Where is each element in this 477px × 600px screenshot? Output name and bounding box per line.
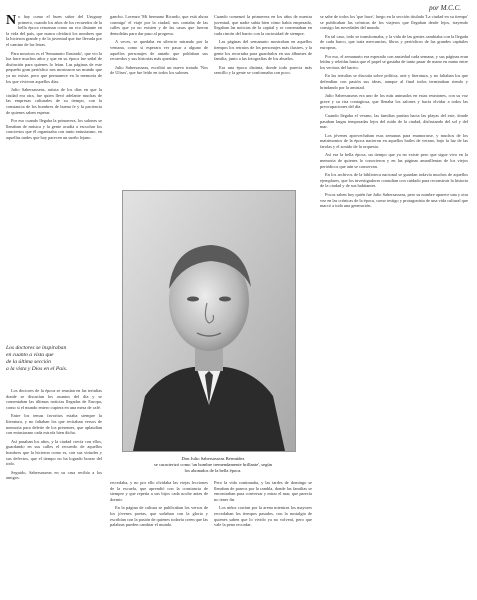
paragraph: En las tertulias se discutía sobre política, arte y literatura, y no faltaban los que defendían con pasión sus ideas, aunque al final todos terminaban riendo y brindando por la amistad. [320,73,468,90]
portrait-photo [122,190,296,452]
paragraph: Cuando llegaba el verano, las familias partían hacia las playas del este, donde pasaban largas temporadas lejos del ruido de la ciudad, disfrutando del sol y del mar. [320,112,468,130]
article-column-2-lower [110,480,208,592]
paragraph: En la página de cultura se publicaban los versos de los jóvenes poetas, que soñaban con la gloria y escribían con la pasión de quienes todavía creen que las palabras pueden cambiar el mundo. [110,505,208,528]
drop-cap: N [6,14,17,28]
paragraph: Los jóvenes aprovechaban esas semanas para enamorarse, y muchos de los matrimonios de la época nacieron en aquellos bailes de verano, bajo la luz de las farolas y el sonido de la orquesta. [320,132,468,149]
paragraph: En tal caso, todo se transformaba, y la vida de las gentes cambiaba con la llegada de cada barco, que traía mercancías, libros y periódicos de las grandes capitales europeas. [320,33,468,50]
paragraph: se sabe de todos los 'que hace', luego en la sección titulada 'La ciudad en su tiempo' se publicaban las crónicas de los viajeros que llegaban desde lejos, trayendo consigo las novedades del mundo. [320,14,468,31]
paragraph: Los niños corrían por la arena mientras los mayores recordaban los tiempos pasados, con la nostalgia de quienes saben que lo vivido ya no volverá, pero que vale la pena recordar. [214,505,312,528]
pull-quote-line: Los doctores se inspiraban [6,345,67,351]
paragraph: Por eso, el semanario era esperado con ansiedad cada semana, y sus páginas eran leídas y releídas hasta que el papel se gastaba de tanto pasar de mano en mano entre los vecinos del barrio. [320,53,468,70]
article-column-2 [110,14,208,192]
photo-caption [110,456,316,473]
caption-line: Don Julio Sabersasseas Bermúdez [181,456,245,461]
pull-quote-line: de la última sección [6,359,51,365]
paragraph: A veces, se quedaba en silencio mirando por la ventana, como si esperara ver pasar a alguno de aquellos personajes de antaño que poblaban sus recuerdos y sus historias más queridas. [110,39,208,62]
caption-line: se caracterizó como 'un hombre tremendamente brillante', según [154,461,272,467]
paragraph: recordaba, y no por ello olvidaba las viejas lecciones de la escuela, que aprendió con la constancia de siempre y que repetía a sus hijos cada noche antes de dormir. [110,480,208,502]
paragraph: Pero la vida continuaba, y las tardes de domingo se llenaban de paseos por la rambla, donde las familias se encontraban para conversar y mirar el mar, que parecía no tener fin. [214,480,312,502]
paragraph: Era una época distinta, donde todo parecía más sencillo y la gente se conformaba con poco. [214,64,312,76]
paragraph: Julio Sabersasseas era uno de los más animados en estas reuniones, con su voz grave y su risa contagiosa, que llenaba los salones y hacía olvidar a todos las preocupaciones del día. [320,93,468,110]
caption-line: los abonados de la bella época. [184,467,242,473]
paragraph: Entre los temas favoritos estaba siempre la literatura, y no faltaban los que recitaban versos de memoria para deleite de los presentes, que aplaudían con entusiasmo cada estrofa bien dicha. [6,413,102,436]
paragraph: Julio Sabersasseas, artista de los días en que la ciudad era otra, fue quien llevó adelante muchas de las empresas culturales de su tiempo, con la constancia de los hombres de buena fe y la paciencia de quienes saben esperar. [6,87,102,115]
paragraph: Así era la bella época, un tiempo que ya no existe pero que sigue vivo en la memoria de quienes lo conocieron y en las páginas amarillentas de los viejos periódicos que aún se conservan. [320,152,468,169]
paragraph: Las páginas del semanario mostraban en aquellos tiempos los retratos de los personajes más ilustres, y la gente los recortaba para guardarlos en sus álbumes de familia, junto a las fotografías de los abuelos. [214,39,312,62]
paragraph: Así pasaban los años, y la ciudad crecía con ellos, guardando en sus calles el recuerdo de aquellos hombres que la hicieron como es, con sus virtudes y sus defectos, que el tiempo no ha logrado borrar del todo. [6,438,102,467]
article-column-4 [320,14,468,592]
paragraph: Cuando comenzó la primavera en los años de nuestra juventud, que nadie sabía bien cómo había empezado, llegaban las noticias de la capital y se comentaban en cada rincón del barrio con la curiosidad de siempre. [214,14,312,36]
paragraph: En los archivos de la biblioteca nacional se guardan todavía muchos de aquellos ejemplares, que los investigadores consultan con cuidado para reconstruir la historia de la ciudad y de sus habitantes. [320,172,468,189]
pull-quote [6,345,102,373]
portrait-photo-icon [123,191,295,451]
paragraph: Pocos saben hoy quién fue Julio Sabersasseas, pero su nombre aparece una y otra vez en las crónicas de la época, como testigo y protagonista de una vida cultural que marcó a toda una generación. [320,192,468,209]
pull-quote-line: a la vista y Dios en el País. [6,366,68,372]
paragraph: Por eso cuando llegaba la primavera, los salones se llenaban de música y la gente acudía a escuchar los conciertos que él organizaba con tanto entusiasmo, en aquellas tardes que hoy parecen un sueño lejano. [6,118,102,140]
article-column-1 [6,14,102,346]
paragraph: gancho. Lorenzo 'Mi hermano Ricardo, que está ahora conmigo' el viaje por la ciudad, nos contaba de las calles que ya no existen y de las casas que fueron demolidas para dar paso al progreso. [110,14,208,36]
pull-quote-line: en cuanto a vista que [6,352,54,358]
article-column-3 [214,14,312,192]
paragraph: o hay como el buen sabor del Uruguay primero, cuando los años de los recuerdos de la bella época resuenan como un eco distante en la vida del país, que nunca olvidará los nombres que la hicieron grande y de la juventud que fue llevada por el camino de las letras. [6,14,102,47]
byline: por M.C.C. [429,4,461,12]
paragraph: Los doctores de la época se reunían en las tertulias donde se discutían los asuntos del día y se comentaban las últimas noticias llegadas de Europa, como si el mundo entero cupiera en una mesa de café. [6,388,102,410]
paragraph: Julio Sabersasseas, escribió un nuevo tratado 'Nos de Ulises', que fue leído en todos los salones. [110,64,208,76]
article-column-3-lower [214,480,312,592]
article-column-1-lower [6,388,102,592]
paragraph: Para nosotros es el 'Semanario Ilustrado', que vio la luz hace muchos años y que en su época fue señal de distinción para quienes lo leían. Las páginas de este pequeño gran periódico nos mostraron un mundo que ya no existe, pero que permanece en la memoria de los que vivieron aquellos días. [6,50,102,84]
paragraph: Seguido, Sabersasseas en su casa recibía a los amigos. [6,469,102,481]
